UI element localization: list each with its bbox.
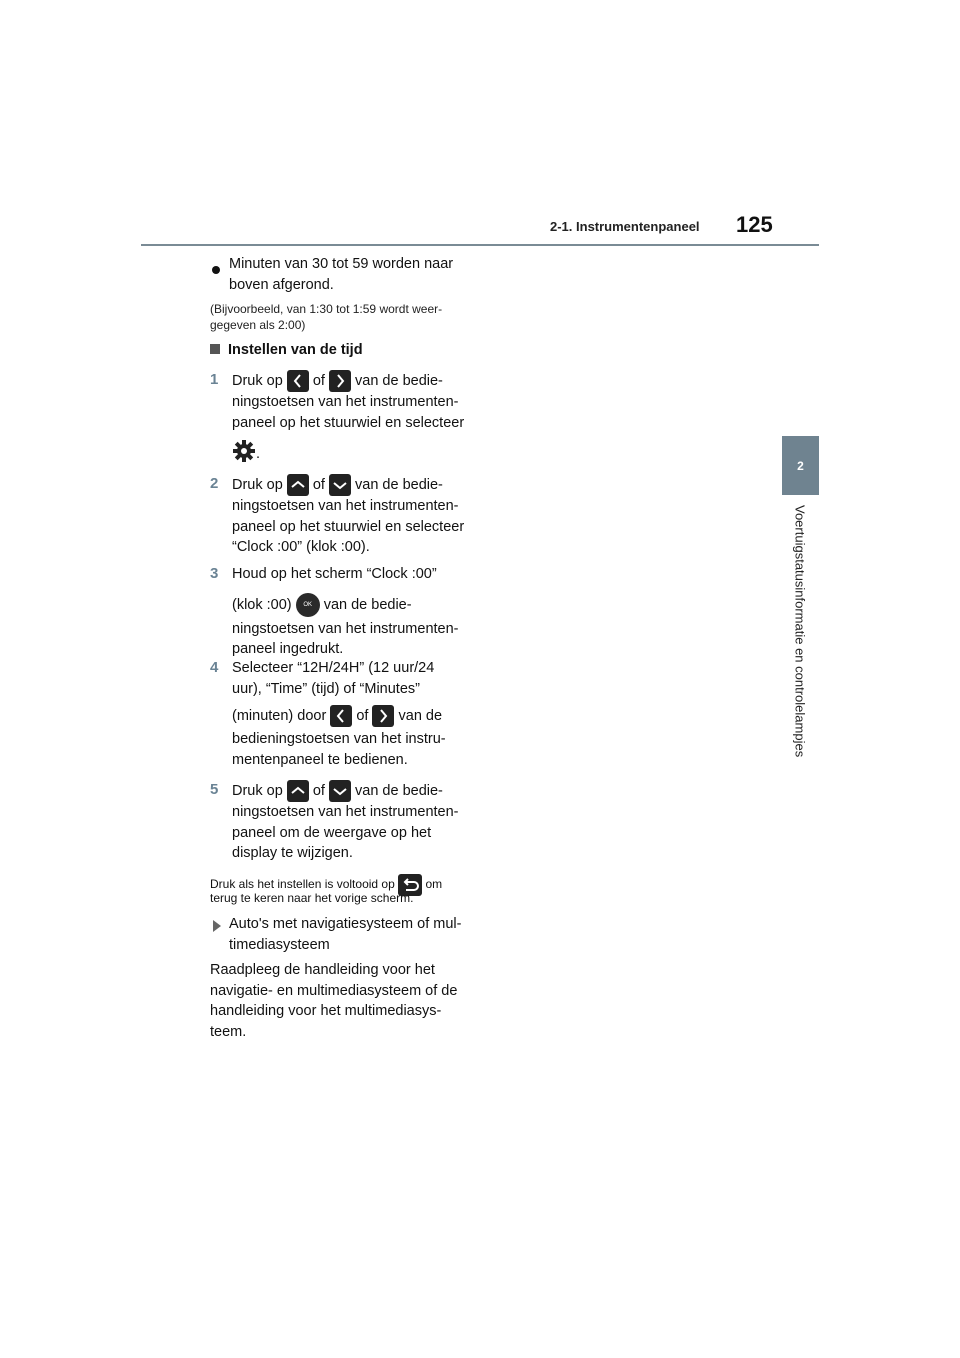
- step-text: of: [312, 372, 325, 389]
- body-text: handleiding voor het multimediasys-: [210, 1003, 442, 1019]
- example-line: (Bijvoorbeeld, van 1:30 tot 1:59 wordt weer-: [210, 302, 443, 316]
- step-text: ningstoetsen van het instrumenten-: [232, 498, 459, 514]
- section-heading: [210, 340, 363, 361]
- ok-button-icon: [296, 593, 320, 617]
- chevron-right-icon: [329, 370, 351, 392]
- step-text: of: [312, 782, 325, 799]
- nav-note-text: timediasysteem: [229, 936, 330, 953]
- chevron-down-icon: [329, 780, 351, 802]
- step-text: ningstoetsen van het instrumenten-: [232, 620, 459, 637]
- step-text: (minuten) door: [232, 707, 327, 724]
- chevron-left-icon: [330, 705, 352, 727]
- step-text: .: [256, 446, 261, 463]
- step-text: van de bedie-: [355, 782, 443, 799]
- step-number: 5: [210, 781, 219, 798]
- step-text: Houd op het scherm “Clock :00”: [232, 566, 437, 582]
- step-number: 4: [210, 659, 219, 676]
- chapter-number: 2: [797, 458, 804, 473]
- step-text: Druk op: [232, 782, 283, 799]
- step-text: of: [312, 476, 325, 493]
- step-number: 3: [210, 565, 219, 582]
- heading-square-icon: [210, 344, 220, 354]
- chapter-tab: [782, 436, 819, 495]
- step-text: ningstoetsen van het instrumenten-: [232, 804, 459, 820]
- ok-label: OK: [303, 601, 312, 608]
- step-text: bedieningstoetsen van het instru-: [232, 731, 446, 747]
- chapter-title: Voertuigstatusinformatie en controlelampjes: [792, 505, 808, 758]
- note-text: Druk als het instellen is voltooid op: [210, 877, 395, 892]
- body-paragraph: [210, 960, 480, 1042]
- body-text: Raadpleeg de handleiding voor het: [210, 962, 435, 978]
- step-text: “Clock :00” (klok :00).: [232, 539, 370, 555]
- step-text: paneel op het stuurwiel en selecteer: [232, 414, 465, 431]
- nav-note-text: Auto's met navigatiesysteem of mul-: [229, 916, 462, 932]
- triangle-bullet-icon: [213, 920, 221, 932]
- step-text: paneel ingedrukt.: [232, 641, 344, 657]
- body-text: navigatie- en multimediasysteem of de: [210, 982, 458, 999]
- bullet-item: [210, 254, 480, 295]
- header-divider: [141, 244, 819, 246]
- step-text: Druk op: [232, 372, 283, 389]
- completion-note: [210, 874, 485, 907]
- step-2: [210, 474, 480, 558]
- note-text: om: [425, 877, 443, 892]
- note-text: terug te keren naar het vorige scherm.: [210, 891, 414, 905]
- chevron-left-icon: [287, 370, 309, 392]
- chevron-up-icon: [287, 780, 309, 802]
- step-text: Druk op: [232, 476, 283, 493]
- step-text: van de bedie-: [323, 596, 412, 613]
- example-line: gegeven als 2:00): [210, 317, 306, 332]
- bullet-text: Minuten van 30 tot 59 worden naar: [229, 256, 454, 272]
- section-heading-text: Instellen van de tijd: [228, 342, 363, 358]
- chevron-down-icon: [329, 474, 351, 496]
- step-1: [210, 370, 480, 465]
- step-text: (klok :00): [232, 596, 292, 613]
- step-3: [210, 564, 480, 660]
- gear-icon: [232, 439, 256, 470]
- chevron-up-icon: [287, 474, 309, 496]
- section-title: 2-1. Instrumentenpaneel: [550, 219, 700, 234]
- step-text: display te wijzigen.: [232, 845, 353, 861]
- nav-system-note: [210, 914, 480, 955]
- bullet-dot-icon: [212, 266, 220, 274]
- example-note: [210, 302, 480, 333]
- step-4: [210, 658, 480, 770]
- step-text: of: [356, 707, 369, 724]
- step-text: paneel om de weergave op het: [232, 824, 432, 841]
- step-text: Selecteer “12H/24H” (12 uur/24: [232, 660, 435, 676]
- step-text: uur), “Time” (tijd) of “Minutes”: [232, 680, 420, 697]
- chevron-right-icon: [372, 705, 394, 727]
- step-number: 1: [210, 371, 219, 388]
- bullet-text: boven afgerond.: [229, 276, 334, 293]
- step-number: 2: [210, 475, 219, 492]
- step-text: van de: [398, 707, 443, 724]
- step-text: van de bedie-: [355, 372, 443, 389]
- step-text: ningstoetsen van het instrumenten-: [232, 394, 459, 410]
- step-text: paneel op het stuurwiel en selecteer: [232, 518, 465, 535]
- step-text: mentenpaneel te bedienen.: [232, 751, 408, 768]
- body-text: teem.: [210, 1023, 247, 1040]
- page-number: 125: [736, 212, 773, 237]
- step-5: [210, 780, 480, 864]
- step-text: van de bedie-: [355, 476, 443, 493]
